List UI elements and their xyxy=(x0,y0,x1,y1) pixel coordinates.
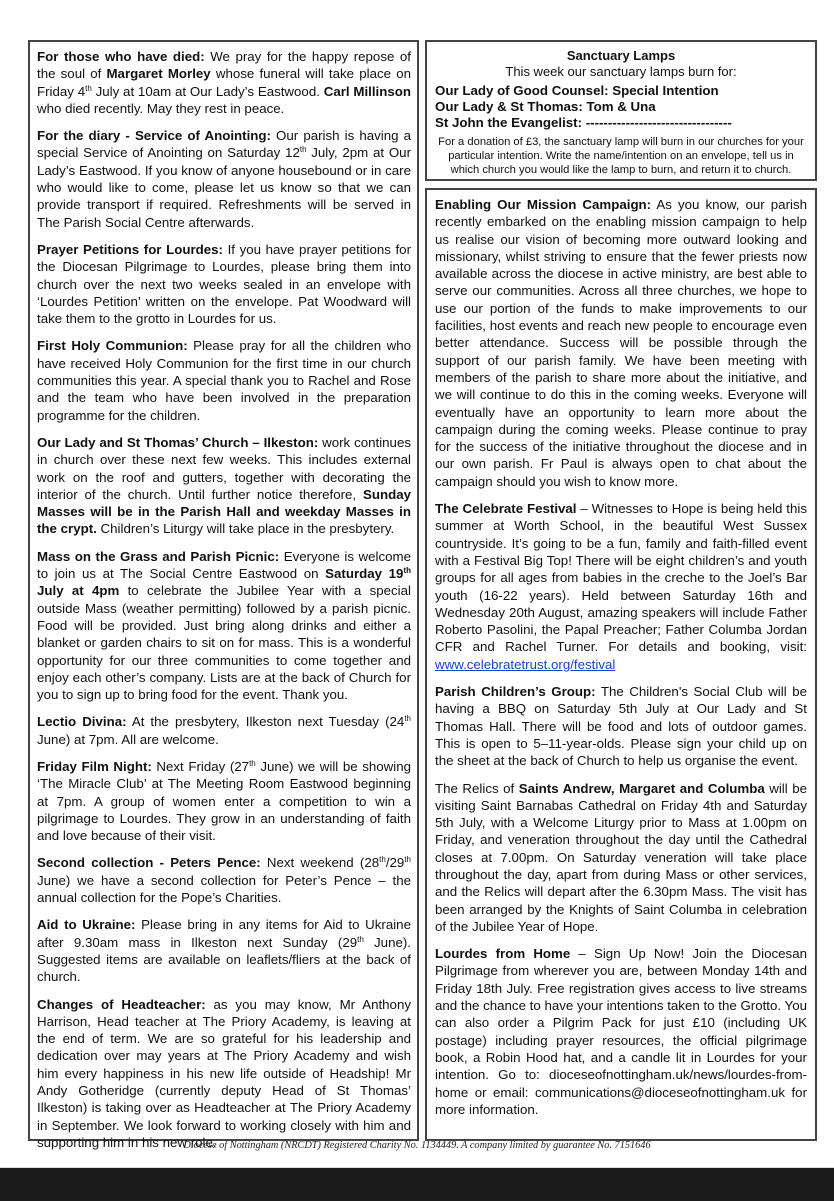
lamps-subtitle: This week our sanctuary lamps burn for: xyxy=(505,64,737,79)
notice-text: As you know, our parish recently embarked on the enabling mission campaign to help us realise our vision of becoming more outward looking and missionary, whilst striving to ensure that the fewer priests now available across the diocese in active ministry, are best able to serve our communities. Across all three churches, we hope to use our portion of the funds to make improvements to our facilities, host events and reach new people to encourage even better attendance. Success will be possible through the support of our parish family. We have been meeting with members of the parish to share more about the initiative, and we will continue to do this in the coming weeks. Everyone will eventually have an opportunity to learn more about the campaign during the coming weeks. Please continue to pray for the success of the initiative throughout the diocese and in our own parish. Fr Paul is always open to chat about the campaign should you wish to know more. xyxy=(435,197,807,489)
notice-heading-text: Saturday 19 xyxy=(325,566,404,582)
notice-text: will be visiting Saint Barnabas Cathedral on Friday 4th and Saturday 5th July, with a Welcome Liturgy prior to Mass at 1.00pm on Friday, and veneration throughout the day until the Cathedral closes at 7.00pm. On Saturday veneration will take place throughout the day, apart from during Mass or other services, and the Relics will depart after the 6.30pm Mass. The visit has been arranged by the Knights of Saint Columba in celebration of the Jubilee Year of Hope. xyxy=(435,780,807,934)
notice-heading-text: Aid to Ukraine: xyxy=(37,917,136,933)
notice-heading-text: Friday Film Night: xyxy=(37,758,152,774)
notice-text: Children’s Liturgy will take place in the presbytery. xyxy=(96,521,395,537)
notice-paragraph xyxy=(37,548,411,704)
lamp-intention: Our Lady of Good Counsel: Special Intention xyxy=(435,83,719,98)
notice-text: th xyxy=(357,934,364,944)
notice-heading-text: Margaret Morley xyxy=(106,66,211,82)
lamps-title: Sanctuary Lamps xyxy=(566,48,676,63)
notice-heading-text: Second collection - Peters Pence: xyxy=(37,855,261,871)
notice-text: If you have prayer petitions for the Diocesan Pilgrimage to Lourdes, please bring them into church over the next two weeks sealed in an envelope with ‘Lourdes Petition’ written on the envelope. Pat Woodward will take them to the grotto in Lourdes for us. xyxy=(37,241,412,327)
notice-paragraph xyxy=(37,996,411,1152)
notice-heading-text: Carl Millinson xyxy=(323,83,411,99)
notice-heading-text: Lourdes from Home xyxy=(435,946,571,962)
notice-text: th xyxy=(379,855,386,865)
left-notices-column xyxy=(28,40,419,1150)
lamps-donation-note: For a donation of £3, the sanctuary lamp will burn in our churches for your particular intention. Write the name/intention on an envelope, tell us in which church you would like the lamp to burn, and return it to church. xyxy=(438,136,804,176)
notice-text: The Children's Social Club will be having a BBQ on Saturday 5th July at Our Lady and St Thomas Hall. There will be food and lots of outdoor games. This is open to 5–11-year-olds. Please sign your child up on the sheet at the back of Church to help us organise the event. xyxy=(435,684,807,769)
right-notices-column xyxy=(425,188,817,1141)
notice-heading-text: Changes of Headteacher: xyxy=(37,996,206,1012)
notice-text: Please pray for all the children who have received Holy Communion for the first time in our church communities this year. A special thank you to Rachel and Rose and the team who have been involved in the preparation programme for the children. xyxy=(37,338,411,423)
notice-paragraph xyxy=(435,683,807,769)
notice-text: – Witnesses to Hope is being held this summer at Worth School, in the beautiful West Sussex countryside. It’s going to be a fun, family and faith-filled event with a Festival Big Top! There will be eight children’s and youth groups for all ages from babies in the creche to the Joel’s Bar youth (16-22 years). Held between Saturday 16th and Wednesday 20th August, amazing speakers will include Father Roberto Pasolini, the Papal Preacher; Father Columba Jordan CFR and Rachel Turner. For details and booking, visit: xyxy=(435,501,807,655)
notice-text: June) at 7pm. All are welcome. xyxy=(37,731,219,747)
notice-paragraph xyxy=(435,945,807,1118)
notice-text: as you may know, Mr Anthony Harrison, Head teacher at The Priory Academy, is leaving at the end of term. We are so grateful for his leadership and dedication over may years at The Priory Academy and wish him every happiness in his new life outside of Headship! Mr Andy Gotheridge (currently deputy Head of St Thomas’ Ilkeston) is taking over as Headteacher at The Priory Academy in September. We look forward to working closely with him and supporting him in his new role. xyxy=(37,996,411,1150)
notice-paragraph xyxy=(37,48,411,117)
festival-link[interactable]: www.celebratetrust.org/festival xyxy=(435,656,616,672)
notice-paragraph xyxy=(37,241,411,327)
notice-text: Next weekend (28 xyxy=(260,855,380,871)
notice-text: th xyxy=(404,714,411,724)
notice-text: June). Suggested items are available on leaflets/fliers at the back of church. xyxy=(37,934,411,985)
notice-text: At the presbytery, Ilkeston next Tuesday (24 xyxy=(126,714,405,730)
sanctuary-lamps-box xyxy=(425,40,817,181)
notice-heading-text: Enabling Our Mission Campaign: xyxy=(435,197,652,212)
notice-paragraph xyxy=(37,916,411,985)
notice-heading-text: Prayer Petitions for Lourdes: xyxy=(37,241,223,257)
notice-text: Our parish is having a special Service of Anointing on Saturday 12 xyxy=(37,128,411,161)
notice-text: – Sign Up Now! Join the Diocesan Pilgrimage from wherever you are, between Monday 14th and Friday 18th July. Free registration gives access to live streams and the chance to have your intentions taken to the Grotto. You can also order a Pilgrim Pack for just £10 (including UK postage) including prayer resources, the official pilgrimage book, a Robin Hood hat, and a candle lit in Lourdes for your intention. Go to: dioceseofnottingham.uk/news/lourdes-from-home or email: communications@dioceseofnottingham.uk for more information. xyxy=(435,946,807,1117)
notice-text: th xyxy=(299,145,307,155)
notice-heading-text: Parish Children’s Group: xyxy=(435,684,596,700)
notice-paragraph xyxy=(37,713,411,748)
notice-heading-text: Mass on the Grass and Parish Picnic: xyxy=(37,548,280,564)
notice-paragraph xyxy=(435,780,807,936)
notice-paragraph xyxy=(37,127,411,231)
lamp-intention: Our Lady & St Thomas: Tom & Una xyxy=(435,99,656,114)
notice-text: who died recently. May they rest in peace. xyxy=(37,100,285,116)
charity-footer: Diocese of Nottingham (NRCDT) Registered Charity No. 1134449. A company limited by guarantee No. 7151646 xyxy=(183,1140,651,1151)
notice-paragraph xyxy=(37,854,411,906)
notice-text: th xyxy=(85,83,92,93)
notice-text: to celebrate the Jubilee Year with a special outside Mass (weather permitting) followed by a parish picnic. Food will be provided. Just bring along drinks and either a blanket or garden chairs to sit on for mass. This is a wonderful opportunity for our three communities to come together and enjoy each other’s company. Lists are at the back of Church for you to sign up to bring food for the event. Thank you. xyxy=(37,583,411,703)
notice-text: Everyone is welcome to join us at The Social Centre Eastwood on xyxy=(37,548,411,582)
lamp-intention: St John the Evangelist: --------------------------------- xyxy=(435,115,732,130)
notice-heading-text: Lectio Divina: xyxy=(37,714,127,730)
notice-text: Please bring in any items for Aid to Ukraine after 9.30am mass in Ilkeston next Sunday (29 xyxy=(37,917,411,950)
viewer-bottom-bar xyxy=(0,1167,834,1201)
notice-text: work continues in church over these next few weeks. This includes external work on the roof and gutters, together with decorating the interior of the church. Until further notice therefore, xyxy=(37,434,411,502)
notice-heading-text: The Celebrate Festival xyxy=(435,501,577,517)
notice-heading-text: Saints Andrew, Margaret and Columba xyxy=(518,780,765,796)
notice-text: We pray for the happy repose of the soul of xyxy=(37,49,411,82)
notice-paragraph xyxy=(435,500,807,673)
notice-paragraph xyxy=(37,434,411,538)
notice-text: June) we will be showing ‘The Miracle Club’ at The Meeting Room Eastwood beginning at 7pm. A group of women enter a competition to win a pilgrimage to Lourdes. They grow in an understanding of faith and love because of their visit. xyxy=(37,758,411,844)
notice-heading-text: July at 4pm xyxy=(37,583,120,599)
notice-text: Next Friday (27 xyxy=(151,758,250,774)
notice-heading-text: Our Lady and St Thomas’ Church – Ilkeston: xyxy=(37,434,319,450)
notice-paragraph xyxy=(435,196,807,490)
notice-text: The Relics of xyxy=(435,780,519,796)
notice-text: /29 xyxy=(385,855,405,871)
notice-text: July, 2pm at Our Lady’s Eastwood. If you know of anyone housebound or in care who would like to come, please let us know so that we can provide transport if required. Refreshments will be served in The Parish Social Centre afterwards. xyxy=(37,145,411,230)
notice-heading-text: For the diary - Service of Anointing: xyxy=(37,128,271,144)
notice-text: June) we have a second collection for Peter’s Pence – the annual collection for the Pope’s Charities. xyxy=(37,872,411,906)
notice-text: whose funeral will take place on Friday 4 xyxy=(37,66,411,99)
notice-paragraph xyxy=(37,758,411,844)
notice-heading-text: Sunday Masses will be in the Parish Hall and weekday Masses in the crypt. xyxy=(37,486,411,537)
notice-heading-text: th xyxy=(403,566,411,576)
notice-heading-text: For those who have died: xyxy=(37,49,205,64)
notice-text: July at 10am at Our Lady’s Eastwood. xyxy=(91,83,324,99)
notice-paragraph xyxy=(37,337,411,423)
notice-heading-text: First Holy Communion: xyxy=(37,338,188,354)
notice-text: th xyxy=(404,855,411,865)
notice-text: th xyxy=(249,758,256,768)
